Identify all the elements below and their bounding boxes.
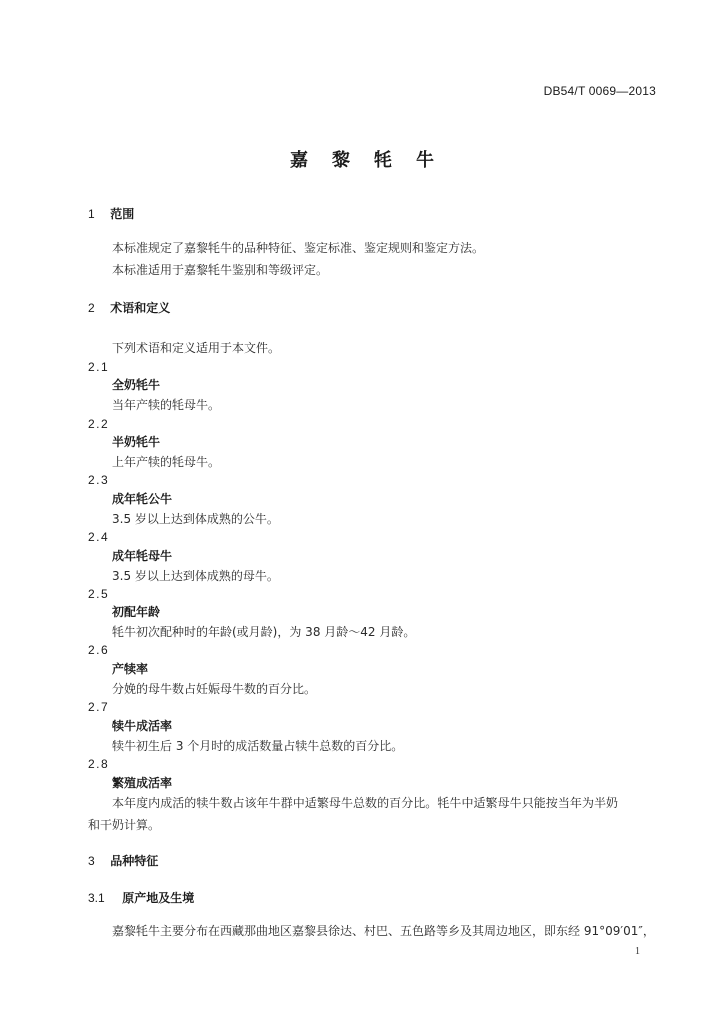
page-number: 1 xyxy=(635,946,640,957)
term-definition: 上年产犊的牦母牛。 xyxy=(112,455,221,469)
paragraph: 本标准规定了嘉黎牦牛的品种特征、鉴定标准、鉴定规则和鉴定方法。 xyxy=(112,241,485,255)
section-number: 2 xyxy=(88,301,95,315)
section-2-heading xyxy=(88,300,170,316)
section-number: 3 xyxy=(88,854,95,868)
clause-number: 2.8 xyxy=(88,757,110,771)
term-definition: 3.5 岁以上达到体成熟的公牛。 xyxy=(112,512,279,526)
term-definition: 当年产犊的牦母牛。 xyxy=(112,398,221,412)
section-1-heading xyxy=(88,206,134,222)
term-title: 初配年龄 xyxy=(112,605,161,619)
section-number: 1 xyxy=(88,207,95,221)
term-title: 繁殖成活率 xyxy=(112,776,173,790)
term-definition: 本年度内成活的犊牛数占该年牛群中适繁母牛总数的百分比。牦牛中适繁母牛只能按当年为半奶 xyxy=(112,796,619,810)
term-definition-continued: 和干奶计算。 xyxy=(88,818,161,832)
term-title: 犊牛成活率 xyxy=(112,719,173,733)
clause-number: 2.7 xyxy=(88,700,110,714)
section-title: 术语和定义 xyxy=(110,301,171,315)
term-definition: 分娩的母牛数占妊娠母牛数的百分比。 xyxy=(112,682,317,696)
standard-code: DB54/T 0069—2013 xyxy=(543,84,656,98)
section-3-heading xyxy=(88,853,158,869)
term-title: 成年牦公牛 xyxy=(112,492,173,506)
term-title: 半奶牦牛 xyxy=(112,435,161,449)
section-title: 范围 xyxy=(110,207,135,221)
term-title: 全奶牦牛 xyxy=(112,378,161,392)
subsection-number: 3.1 xyxy=(88,891,105,905)
clause-number: 2.6 xyxy=(88,643,110,657)
paragraph: 下列术语和定义适用于本文件。 xyxy=(112,341,281,355)
clause-number: 2.4 xyxy=(88,530,110,544)
paragraph: 嘉黎牦牛主要分布在西藏那曲地区嘉黎县徐达、村巴、五色路等乡及其周边地区，即东经 91°09′01″， xyxy=(112,924,655,938)
term-definition: 3.5 岁以上达到体成熟的母牛。 xyxy=(112,569,279,583)
clause-number: 2.5 xyxy=(88,587,110,601)
clause-number: 2.1 xyxy=(88,360,110,374)
section-title: 品种特征 xyxy=(110,854,159,868)
clause-number: 2.2 xyxy=(88,417,110,431)
clause-number: 2.3 xyxy=(88,473,110,487)
term-definition: 犊牛初生后 3 个月时的成活数量占犊牛总数的百分比。 xyxy=(112,739,404,753)
subsection-title: 原产地及生境 xyxy=(122,891,195,905)
paragraph: 本标准适用于嘉黎牦牛鉴别和等级评定。 xyxy=(112,263,329,277)
term-title: 产犊率 xyxy=(112,662,149,676)
term-definition: 牦牛初次配种时的年龄(或月龄)，为 38 月龄～42 月龄。 xyxy=(112,625,416,639)
term-title: 成年牦母牛 xyxy=(112,549,173,563)
document-title: 嘉黎牦牛 xyxy=(290,150,458,171)
subsection-3-1-heading xyxy=(88,890,194,906)
